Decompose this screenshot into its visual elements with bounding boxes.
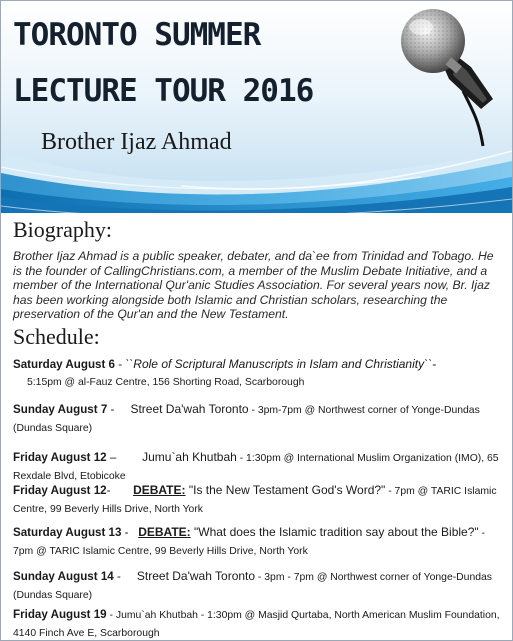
schedule-event-6: Sunday August 14 - Street Da'wah Toronto - 3pm - 7pm @ Northwest corner of Yonge-Dundas (Dundas Square) bbox=[13, 569, 492, 601]
biography-heading: Biography: bbox=[13, 217, 112, 242]
title-line-2: LECTURE TOUR 2016 bbox=[13, 73, 314, 109]
biography-text: Brother Ijaz Ahmad is a public speaker, debater, and da`ee from Trinidad and Tobago. He is the founder of CallingChristians.com, a member of the Muslim Debate Initiative, and a member of the International Qur'anic Studies Association. For several years now, Br. Ijaz has been working alongside both Islamic and Christian scholars, researching the preservation of the Qur'an and the New Testament. bbox=[13, 249, 494, 322]
header-banner bbox=[1, 1, 512, 213]
schedule-event-4: Friday August 12- DEBATE: "Is the New Testament God's Word?" - 7pm @ TARIC Islamic Centre, 99 Beverly Hills Drive, North York bbox=[13, 483, 497, 515]
schedule-event-3: Friday August 12 – Jumu`ah Khutbah - 1:30pm @ International Muslim Organization (IMO), 65 Rexdale Blvd, Etobicoke bbox=[13, 450, 499, 482]
schedule-event-7: Friday August 19 - Jumu`ah Khutbah - 1:30pm @ Masjid Qurtaba, North American Muslim Foundation, 4140 Finch Ave E, Scarborough bbox=[13, 608, 500, 639]
speaker-name: Brother Ijaz Ahmad bbox=[41, 129, 232, 155]
schedule-event-5: Saturday August 13 - DEBATE: "What does the Islamic tradition say about the Bible?" - 7pm @ TARIC Islamic Centre, 99 Beverly Hills Drive, North York bbox=[13, 525, 486, 557]
schedule-heading: Schedule: bbox=[13, 324, 100, 349]
schedule-event-1: Saturday August 6 - ``Role of Scriptural Manuscripts in Islam and Christianity``- 5:15pm @ al-Fauz Centre, 156 Shorting Road, Scarborough bbox=[13, 357, 437, 388]
schedule-event-2: Sunday August 7 - Street Da'wah Toronto - 3pm-7pm @ Northwest corner of Yonge-Dundas (Dundas Square) bbox=[13, 402, 480, 434]
title-line-1: TORONTO SUMMER bbox=[13, 17, 261, 53]
